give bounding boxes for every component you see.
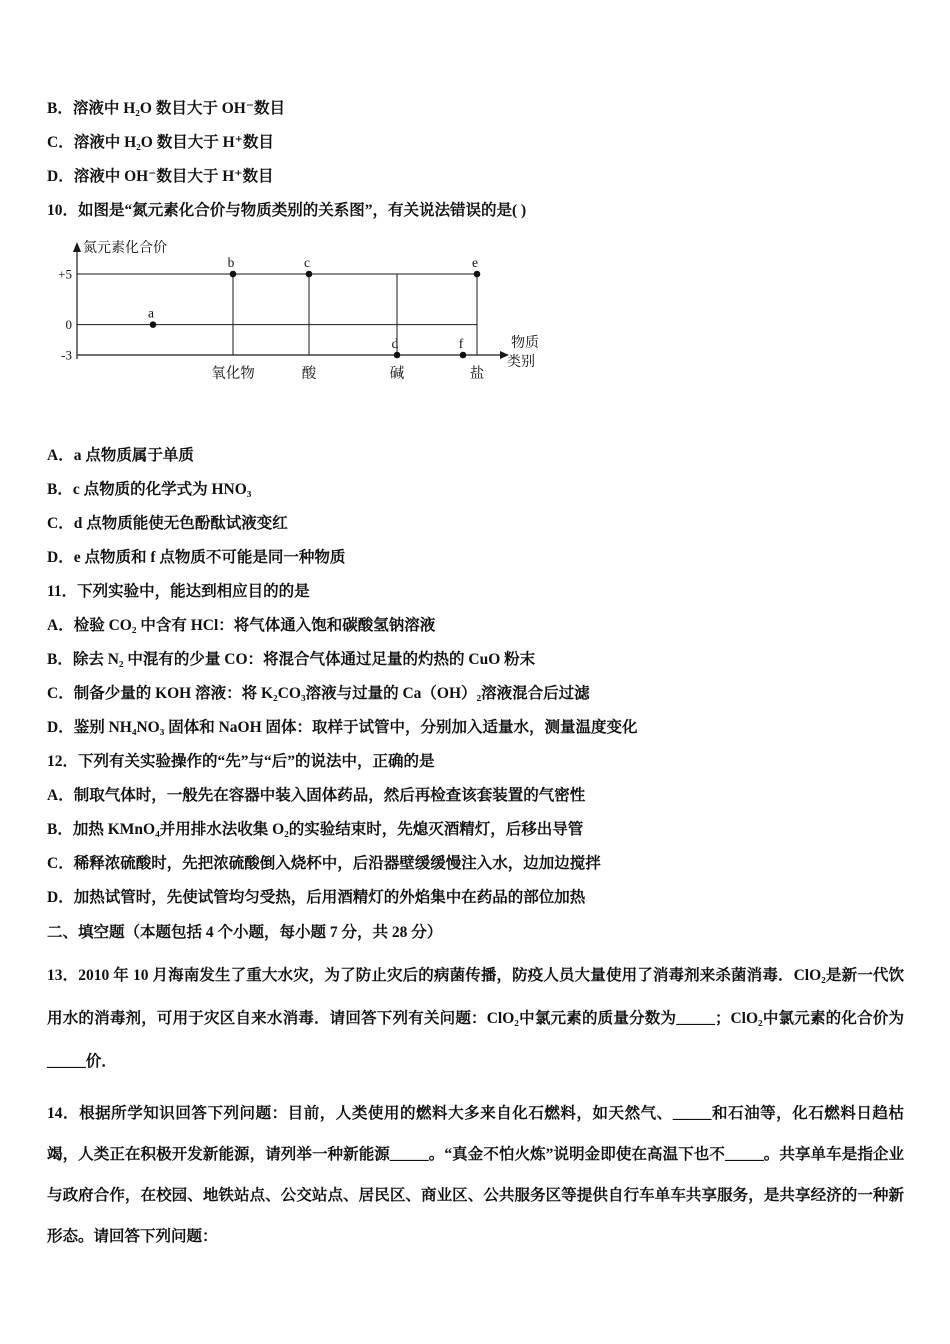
valence-category-chart <box>47 240 904 401</box>
x-axis-title-line2: 类别 <box>507 355 535 370</box>
q12-option-c: C．稀释浓硫酸时，先把浓硫酸倒入烧杯中，后沿器壁缓缓慢注入水，边加边搅拌 <box>47 855 601 872</box>
x-axis-title-line1: 物质 <box>511 336 539 351</box>
q10-stem: 10．如图是“氮元素化合价与物质类别的关系图”，有关说法错误的是( ) <box>47 202 527 219</box>
q11-option-d: D．鉴别 NH₄NO₃ 固体和 NaOH 固体：取样于试管中，分别加入适量水，测量温度变化 <box>47 719 638 736</box>
category-label: 盐 <box>469 366 485 382</box>
q12-stem: 12．下列有关实验操作的“先”与“后”的说法中，正确的是 <box>47 753 435 770</box>
point-label-e: e <box>472 255 478 270</box>
data-point-c <box>306 271 313 278</box>
point-label-f: f <box>458 336 464 351</box>
q12-option-d: D．加热试管时，先使试管均匀受热，后用酒精灯的外焰集中在药品的部位加热 <box>47 889 586 906</box>
q10-option-c: C．d 点物质能使无色酚酞试液变红 <box>47 515 288 532</box>
q11-option-b: B．除去 N₂ 中混有的少量 CO：将混合气体通过足量的灼热的 CuO 粉末 <box>47 651 536 668</box>
y-axis-arrow-icon <box>73 242 81 252</box>
y-tick-label: 0 <box>65 317 72 333</box>
q14-text: 14．根据所学知识回答下列问题：目前，人类使用的燃料大多来自化石燃料，如天然气、_____和石油等，化石燃料日趋枯竭，人类正在积极开发新能源，请列举一种新能源_____。“真金不怕火炼”说明金即使在高温下也不_____。共享单车是指企业与政府合作，在校园、地铁站点、公交站点、居民区、商业区、公共服务区等提供自行车单车共享服务，是共享经济的一种新形态。请回答下列问题： <box>47 1105 904 1245</box>
section2-header: 二、填空题（本题包括 4 个小题，每小题 7 分，共 28 分） <box>47 924 443 941</box>
category-label: 氧化物 <box>211 366 255 382</box>
point-label-c: c <box>304 255 310 270</box>
y-tick-label: +5 <box>58 266 72 282</box>
q11-option-a: A．检验 CO₂ 中含有 HCl：将气体通入饱和碳酸氢钠溶液 <box>47 617 436 634</box>
q10-option-b: B．c 点物质的化学式为 HNO₃ <box>47 481 252 498</box>
data-point-d <box>394 352 401 359</box>
data-point-f <box>460 352 467 359</box>
q9-option-c: C．溶液中 H₂O 数目大于 H⁺数目 <box>47 134 274 151</box>
valence-chart-svg <box>47 240 552 396</box>
q12-option-a: A．制取气体时，一般先在容器中装入固体药品，然后再检查该套装置的气密性 <box>47 787 586 804</box>
point-label-b: b <box>227 255 235 270</box>
data-point-a <box>150 321 157 328</box>
point-label-a: a <box>148 305 154 321</box>
q10-option-d: D．e 点物质和 f 点物质不可能是同一种物质 <box>47 549 346 566</box>
y-axis-title: 氮元素化合价 <box>83 241 167 256</box>
point-label-d: d <box>391 336 399 351</box>
q11-option-c: C．制备少量的 KOH 溶液：将 K₂CO₃溶液与过量的 Ca（OH）₂溶液混合后过滤 <box>47 685 590 702</box>
data-point-e <box>474 271 481 278</box>
data-point-b <box>230 271 237 278</box>
q9-option-b: B．溶液中 H₂O 数目大于 OH⁻数目 <box>47 100 286 117</box>
y-tick-label: -3 <box>61 347 72 363</box>
q9-option-d: D．溶液中 OH⁻数目大于 H⁺数目 <box>47 168 274 185</box>
q13-text: 13．2010 年 10 月海南发生了重大水灾，为了防止灾后的病菌传播，防疫人员大量使用了消毒剂来杀菌消毒．ClO₂是新一代饮用水的消毒剂，可用于灾区自来水消毒．请回答下列有关问题：ClO₂中氯元素的质量分数为_____；ClO₂中氯元素的化合价为_____价． <box>47 967 904 1070</box>
q12-option-b: B．加热 KMnO₄并用排水法收集 O₂的实验结束时，先熄灭酒精灯，后移出导管 <box>47 821 584 838</box>
q11-stem: 11．下列实验中，能达到相应目的的是 <box>47 583 310 600</box>
category-label: 酸 <box>301 366 317 382</box>
category-label: 碱 <box>389 366 405 382</box>
q10-option-a: A．a 点物质属于单质 <box>47 447 194 464</box>
